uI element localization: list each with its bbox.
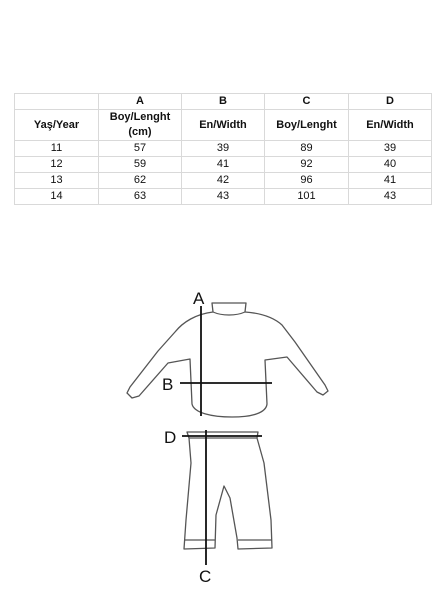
table-cell: 12: [15, 157, 99, 173]
header-bottom-length: Boy/Lenght: [265, 110, 349, 141]
letter-cell-empty: [15, 94, 99, 110]
column-header-row: [15, 110, 432, 141]
table-cell: 40: [349, 157, 432, 173]
table-cell: 62: [99, 173, 182, 189]
label-b: B: [162, 375, 174, 394]
table-row: [15, 173, 432, 189]
table-cell: 39: [349, 141, 432, 157]
table-cell: 63: [99, 189, 182, 205]
garment-measurement-diagram: [0, 280, 444, 592]
table-cell: 96: [265, 173, 349, 189]
table-cell: 57: [99, 141, 182, 157]
header-year: Yaş/Year: [15, 110, 99, 141]
table-cell: 11: [15, 141, 99, 157]
header-top-length: Boy/Lenght (cm): [99, 110, 182, 141]
table-cell: 59: [99, 157, 182, 173]
sweater-collar: [213, 312, 245, 315]
table-cell: 92: [265, 157, 349, 173]
letter-cell-d: D: [349, 94, 432, 110]
table-cell: 101: [265, 189, 349, 205]
table-cell: 39: [182, 141, 265, 157]
letter-cell-c: C: [265, 94, 349, 110]
table-cell: 43: [349, 189, 432, 205]
letter-cell-b: B: [182, 94, 265, 110]
table-cell: 14: [15, 189, 99, 205]
sweater-outline: [127, 303, 328, 417]
measure-letter-row: [15, 94, 432, 110]
table-row: [15, 157, 432, 173]
table-cell: 89: [265, 141, 349, 157]
trousers-outline: [184, 432, 272, 549]
table-cell: 43: [182, 189, 265, 205]
table-row: [15, 189, 432, 205]
table-row: [15, 141, 432, 157]
header-bottom-width: En/Width: [349, 110, 432, 141]
table-cell: 13: [15, 173, 99, 189]
label-a: A: [193, 289, 205, 308]
label-c: C: [199, 567, 212, 586]
label-d: D: [164, 428, 177, 447]
header-top-width: En/Width: [182, 110, 265, 141]
table-cell: 42: [182, 173, 265, 189]
letter-cell-a: A: [99, 94, 182, 110]
table-cell: 41: [182, 157, 265, 173]
size-chart-table: [14, 93, 432, 205]
table-cell: 41: [349, 173, 432, 189]
